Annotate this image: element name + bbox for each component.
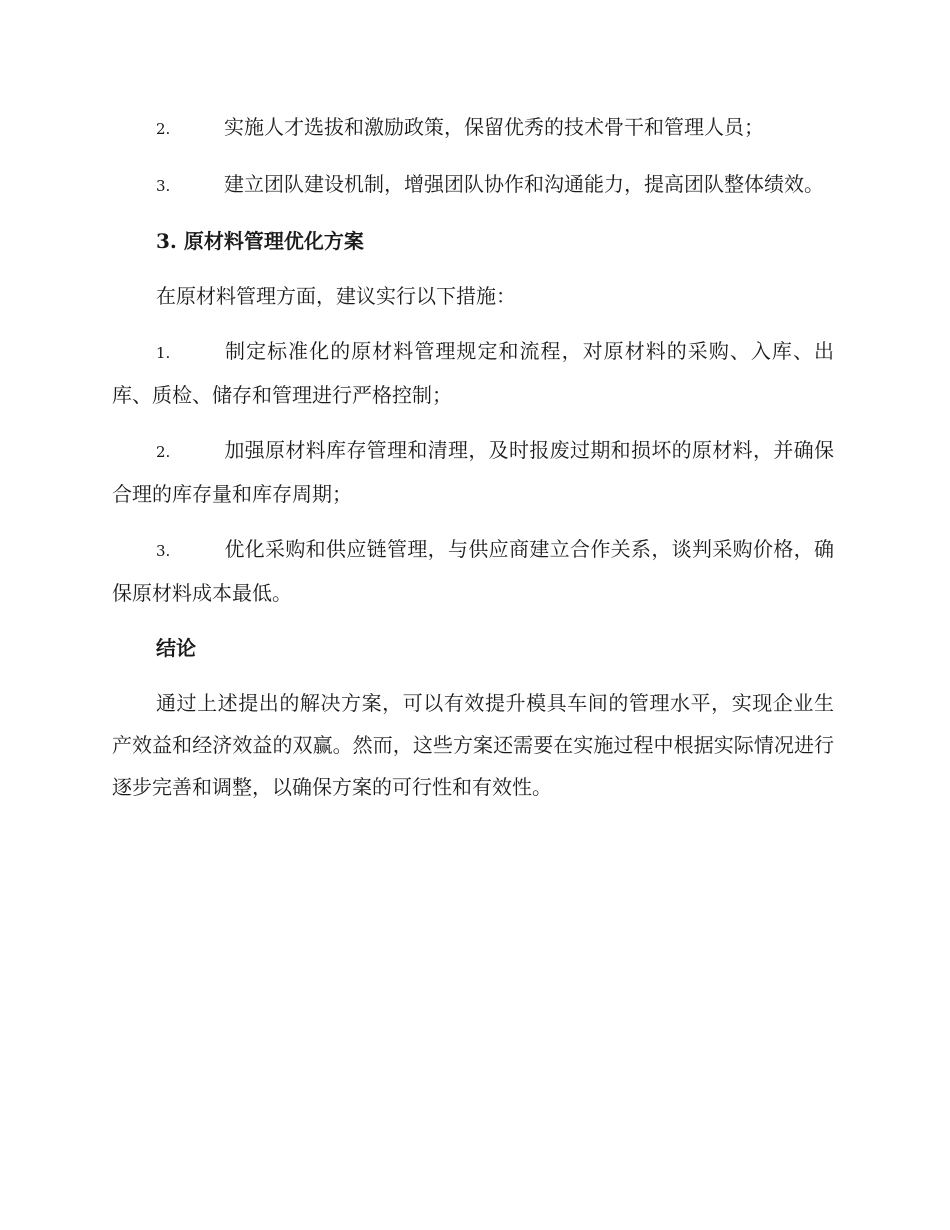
list-item xyxy=(112,528,834,614)
list-number: 2. xyxy=(156,120,171,138)
list-number: 2. xyxy=(156,443,171,461)
list-number: 3. xyxy=(156,177,171,195)
list-item xyxy=(112,330,834,416)
section-intro: 在原材料管理方面，建议实行以下措施： xyxy=(156,284,516,308)
list-number: 1. xyxy=(156,344,171,362)
list-text: 优化采购和供应链管理，与供应商建立合作关系，谈判采购价格，确保原材料成本最低。 xyxy=(112,537,834,605)
list-text: 制定标准化的原材料管理规定和流程，对原材料的采购、入库、出库、质检、储存和管理进行严格控制； xyxy=(112,339,834,407)
list-text: 实施人才选拔和激励政策，保留优秀的技术骨干和管理人员； xyxy=(224,115,764,139)
conclusion-heading: 结论 xyxy=(156,636,196,660)
document-page xyxy=(112,106,834,821)
list-item xyxy=(112,106,834,150)
conclusion-paragraph: 通过上述提出的解决方案，可以有效提升模具车间的管理水平，实现企业生产效益和经济效益的双赢。然而，这些方案还需要在实施过程中根据实际情况进行逐步完善和调整，以确保方案的可行性和有效性。 xyxy=(112,691,834,799)
list-item xyxy=(112,163,834,207)
section-heading: 3. 原材料管理优化方案 xyxy=(156,229,364,253)
list-text: 建立团队建设机制，增强团队协作和沟通能力，提高团队整体绩效。 xyxy=(224,172,824,196)
list-number: 3. xyxy=(156,542,171,560)
list-item xyxy=(112,429,834,515)
list-text: 加强原材料库存管理和清理，及时报废过期和损坏的原材料，并确保合理的库存量和库存周期； xyxy=(112,438,834,506)
